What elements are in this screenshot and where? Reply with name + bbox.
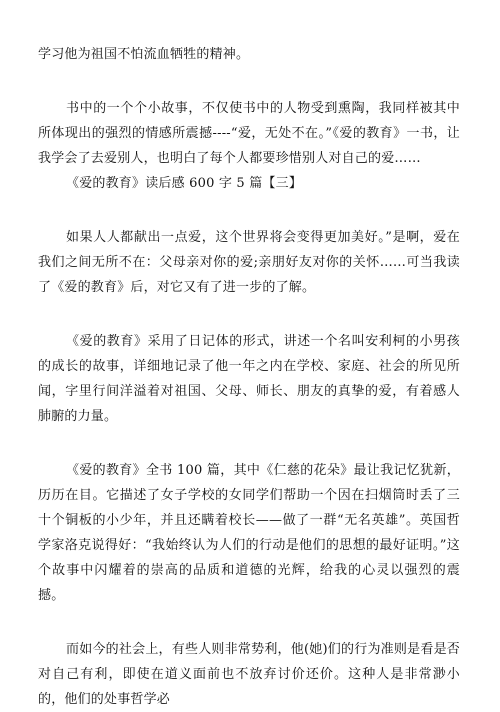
- paragraph-love-everywhere: 如果人人都献出一点爱，这个世界将会变得更加美好。”是啊，爱在我们之间无所不在：父母亲对你的爱;亲朋好友对你的关怀……可当我读了《爱的教育》后，对它又有了进一步的了解。: [38, 230, 460, 295]
- paragraph-society: 而如今的社会上，有些人则非常势利，他(她)们的行为准则是看是否对自己有利，即使在道义面前也不放弃讨价还价。这种人是非常渺小的，他们的处事哲学必: [38, 642, 460, 707]
- section-heading: 《爱的教育》读后感 600 字 5 篇【三】: [66, 176, 303, 191]
- paragraph-continuation: 学习他为祖国不怕流血牺牲的精神。: [38, 47, 250, 62]
- paragraph-diary-form: 《爱的教育》采用了日记体的形式，讲述一个名叫安利柯的小男孩的成长的故事，详细地记录了他一年之内在学校、家庭、社会的所见所闻，字里行间洋溢着对祖国、父母、师长、朋友的真挚的爱，有着感人肺腑的力量。: [38, 334, 460, 424]
- paragraph-kind-flowers: 《爱的教育》全书 100 篇，其中《仁慈的花朵》最让我记忆犹新，历历在目。它描述了女子学校的女同学们帮助一个因在扫烟筒时丢了三十个铜板的小少年，并且还瞒着校长——做了一群“无名英雄”。英国哲学家洛克说得好：“我始终认为人们的行动是他们的思想的最好证明。”这个故事中闪耀着的崇高的品质和道德的光辉，给我的心灵以强烈的震撼。: [38, 463, 460, 603]
- paragraph-story-impact: 书中的一个个小故事，不仅使书中的人物受到熏陶，我同样被其中所体现出的强烈的情感所震撼----“爱，无处不在。”《爱的教育》一书，让我学会了去爱别人，也明白了每个人都要珍惜别人对自己的爱……: [38, 101, 460, 166]
